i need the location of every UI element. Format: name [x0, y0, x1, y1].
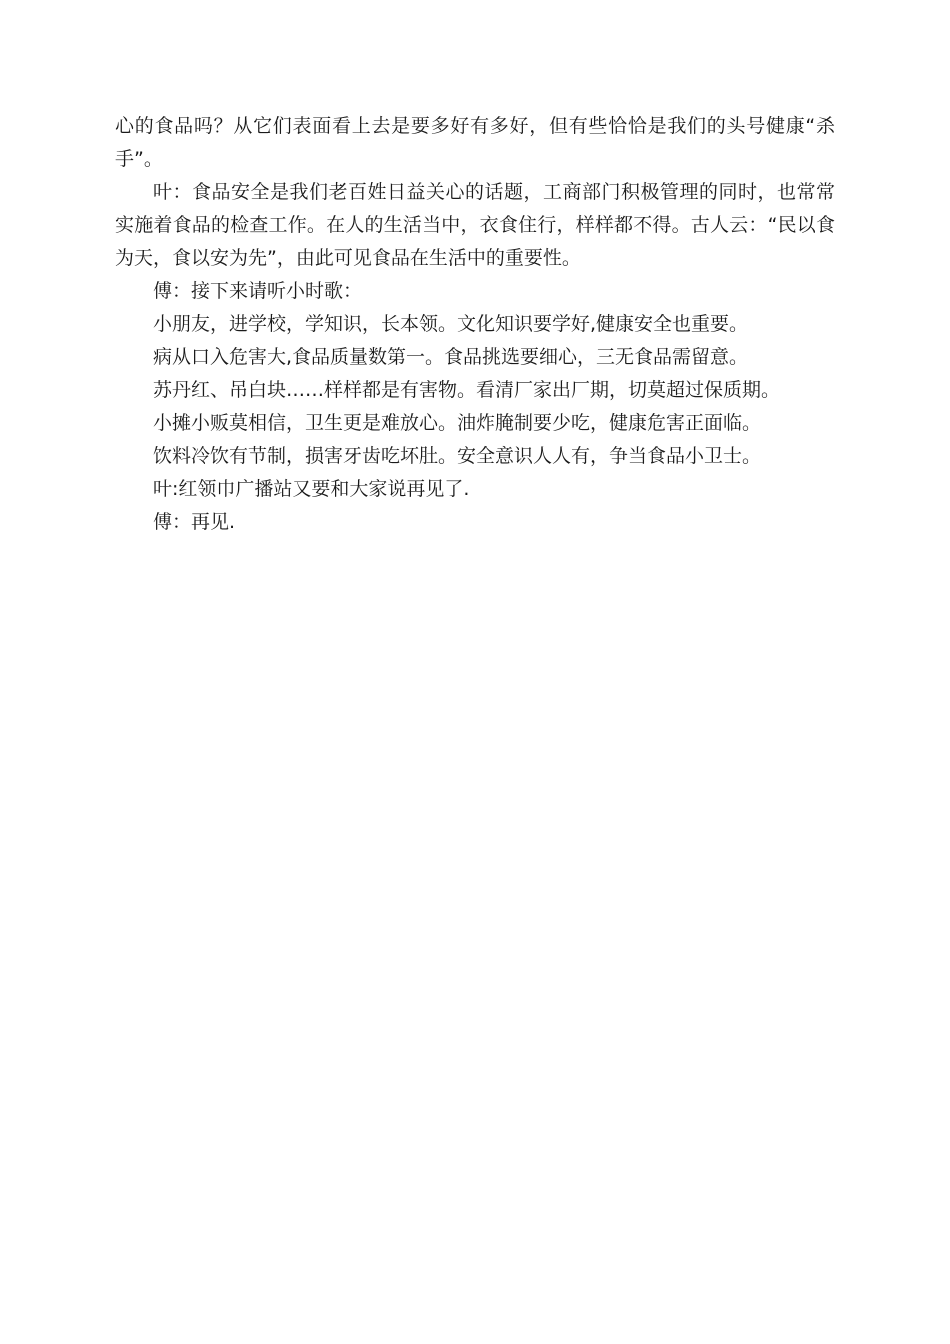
song-line-4: 小摊小贩莫相信，卫生更是难放心。油炸腌制要少吃，健康危害正面临。 — [153, 412, 762, 434]
song-line-2: 病从口入危害大,食品质量数第一。食品挑选要细心，三无食品需留意。 — [153, 346, 749, 368]
song-line-3: 苏丹红、吊白块……样样都是有害物。看清厂家出厂期，切莫超过保质期。 — [153, 379, 781, 401]
song-line-1: 小朋友，进学校，学知识，长本领。文化知识要学好,健康安全也重要。 — [153, 313, 749, 335]
paragraph-ye-intro: 叶：食品安全是我们老百姓日益关心的话题，工商部门积极管理的同时，也常常实施着食品的检查工作。在人的生活当中，衣食住行，样样都不得。古人云：“民以食为天，食以安为先”，由此可见食品在生活中的重要性。 — [115, 181, 835, 269]
paragraph-ye-farewell: 叶:红领巾广播站又要和大家说再见了. — [153, 478, 470, 500]
paragraph-continuation: 心的食品吗？从它们表面看上去是要多好有多好，但有些恰恰是我们的头号健康“杀手”。 — [115, 115, 835, 170]
document-body — [115, 110, 835, 539]
paragraph-fu-song-intro: 傅：接下来请听小时歌： — [153, 280, 363, 302]
song-line-5: 饮料冷饮有节制，损害牙齿吃坏肚。安全意识人人有，争当食品小卫士。 — [153, 445, 762, 467]
paragraph-fu-goodbye: 傅：再见. — [153, 511, 236, 533]
